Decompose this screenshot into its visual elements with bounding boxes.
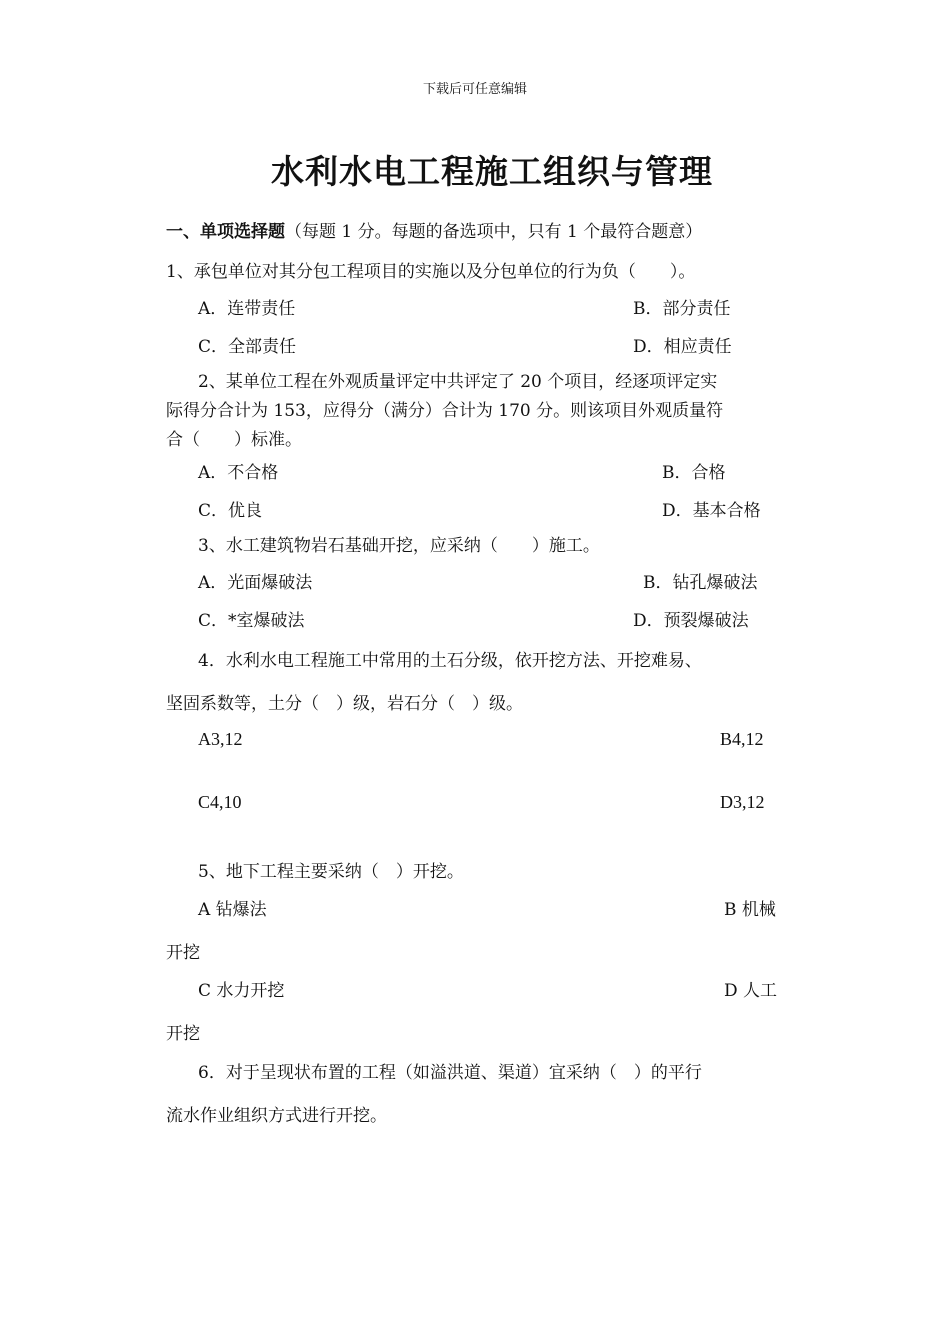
question-3-text: 3、水工建筑物岩石基础开挖，应采纳（ ）施工。 <box>198 536 600 556</box>
question-2-option-c: C．优良 <box>198 501 263 521</box>
document-title: 水利水电工程施工组织与管理 <box>271 152 713 191</box>
question-2-text-line-2: 际得分合计为 153，应得分（满分）合计为 170 分。则该项目外观质量符 <box>166 401 724 421</box>
question-4-text-line-2: 坚固系数等，土分（ ）级，岩石分（ ）级。 <box>166 694 523 714</box>
question-3-option-d: D．预裂爆破法 <box>633 611 749 631</box>
section-note: （每题 1 分。每题的备选项中，只有 1 个最符合题意） <box>285 222 703 242</box>
question-4-option-a: A3,12 <box>198 729 243 749</box>
question-5-option-a: A 钻爆法 <box>198 900 267 920</box>
question-4-text-line-1: 4．水利水电工程施工中常用的土石分级，依开挖方法、开挖难易、 <box>198 651 702 671</box>
question-1-option-b: B．部分责任 <box>633 299 731 319</box>
question-1-option-d: D．相应责任 <box>633 337 732 357</box>
question-2-option-a: A．不合格 <box>198 463 279 483</box>
question-1-option-c: C．全部责任 <box>198 337 297 357</box>
question-2-text-line-3: 合（ ）标准。 <box>166 430 302 450</box>
question-3-option-b: B．钻孔爆破法 <box>643 573 758 593</box>
question-3-option-a: A．光面爆破法 <box>198 573 313 593</box>
question-5-option-b: B 机械 <box>724 900 776 920</box>
question-3-option-c: C．*室爆破法 <box>198 611 305 631</box>
question-6-text-line-2: 流水作业组织方式进行开挖。 <box>166 1106 387 1126</box>
question-5-text: 5、地下工程主要采纳（ ）开挖。 <box>198 862 464 882</box>
section-heading <box>166 217 702 242</box>
question-2-option-b: B．合格 <box>662 463 726 483</box>
question-5-option-b-wrap: 开挖 <box>166 943 200 963</box>
question-6-text-line-1: 6．对于呈现状布置的工程（如溢洪道、渠道）宜采纳（ ）的平行 <box>198 1063 702 1083</box>
question-5-option-d-wrap: 开挖 <box>166 1024 200 1044</box>
question-1-text: 1、承包单位对其分包工程项目的实施以及分包单位的行为负（ ）。 <box>166 262 696 282</box>
page-header: 下载后可任意编辑 <box>422 82 527 97</box>
question-2-option-d: D．基本合格 <box>662 501 761 521</box>
question-4-option-d: D3,12 <box>720 792 765 812</box>
question-5-option-d: D 人工 <box>724 981 778 1001</box>
question-4-option-c: C4,10 <box>198 792 242 812</box>
question-5-option-c: C 水力开挖 <box>198 981 285 1001</box>
question-1-option-a: A．连带责任 <box>198 299 296 319</box>
question-2-text-line-1: 2、某单位工程在外观质量评定中共评定了 20 个项目，经逐项评定实 <box>198 372 718 392</box>
section-title: 一、单项选择题 <box>166 222 285 242</box>
question-4-option-b: B4,12 <box>720 729 764 749</box>
